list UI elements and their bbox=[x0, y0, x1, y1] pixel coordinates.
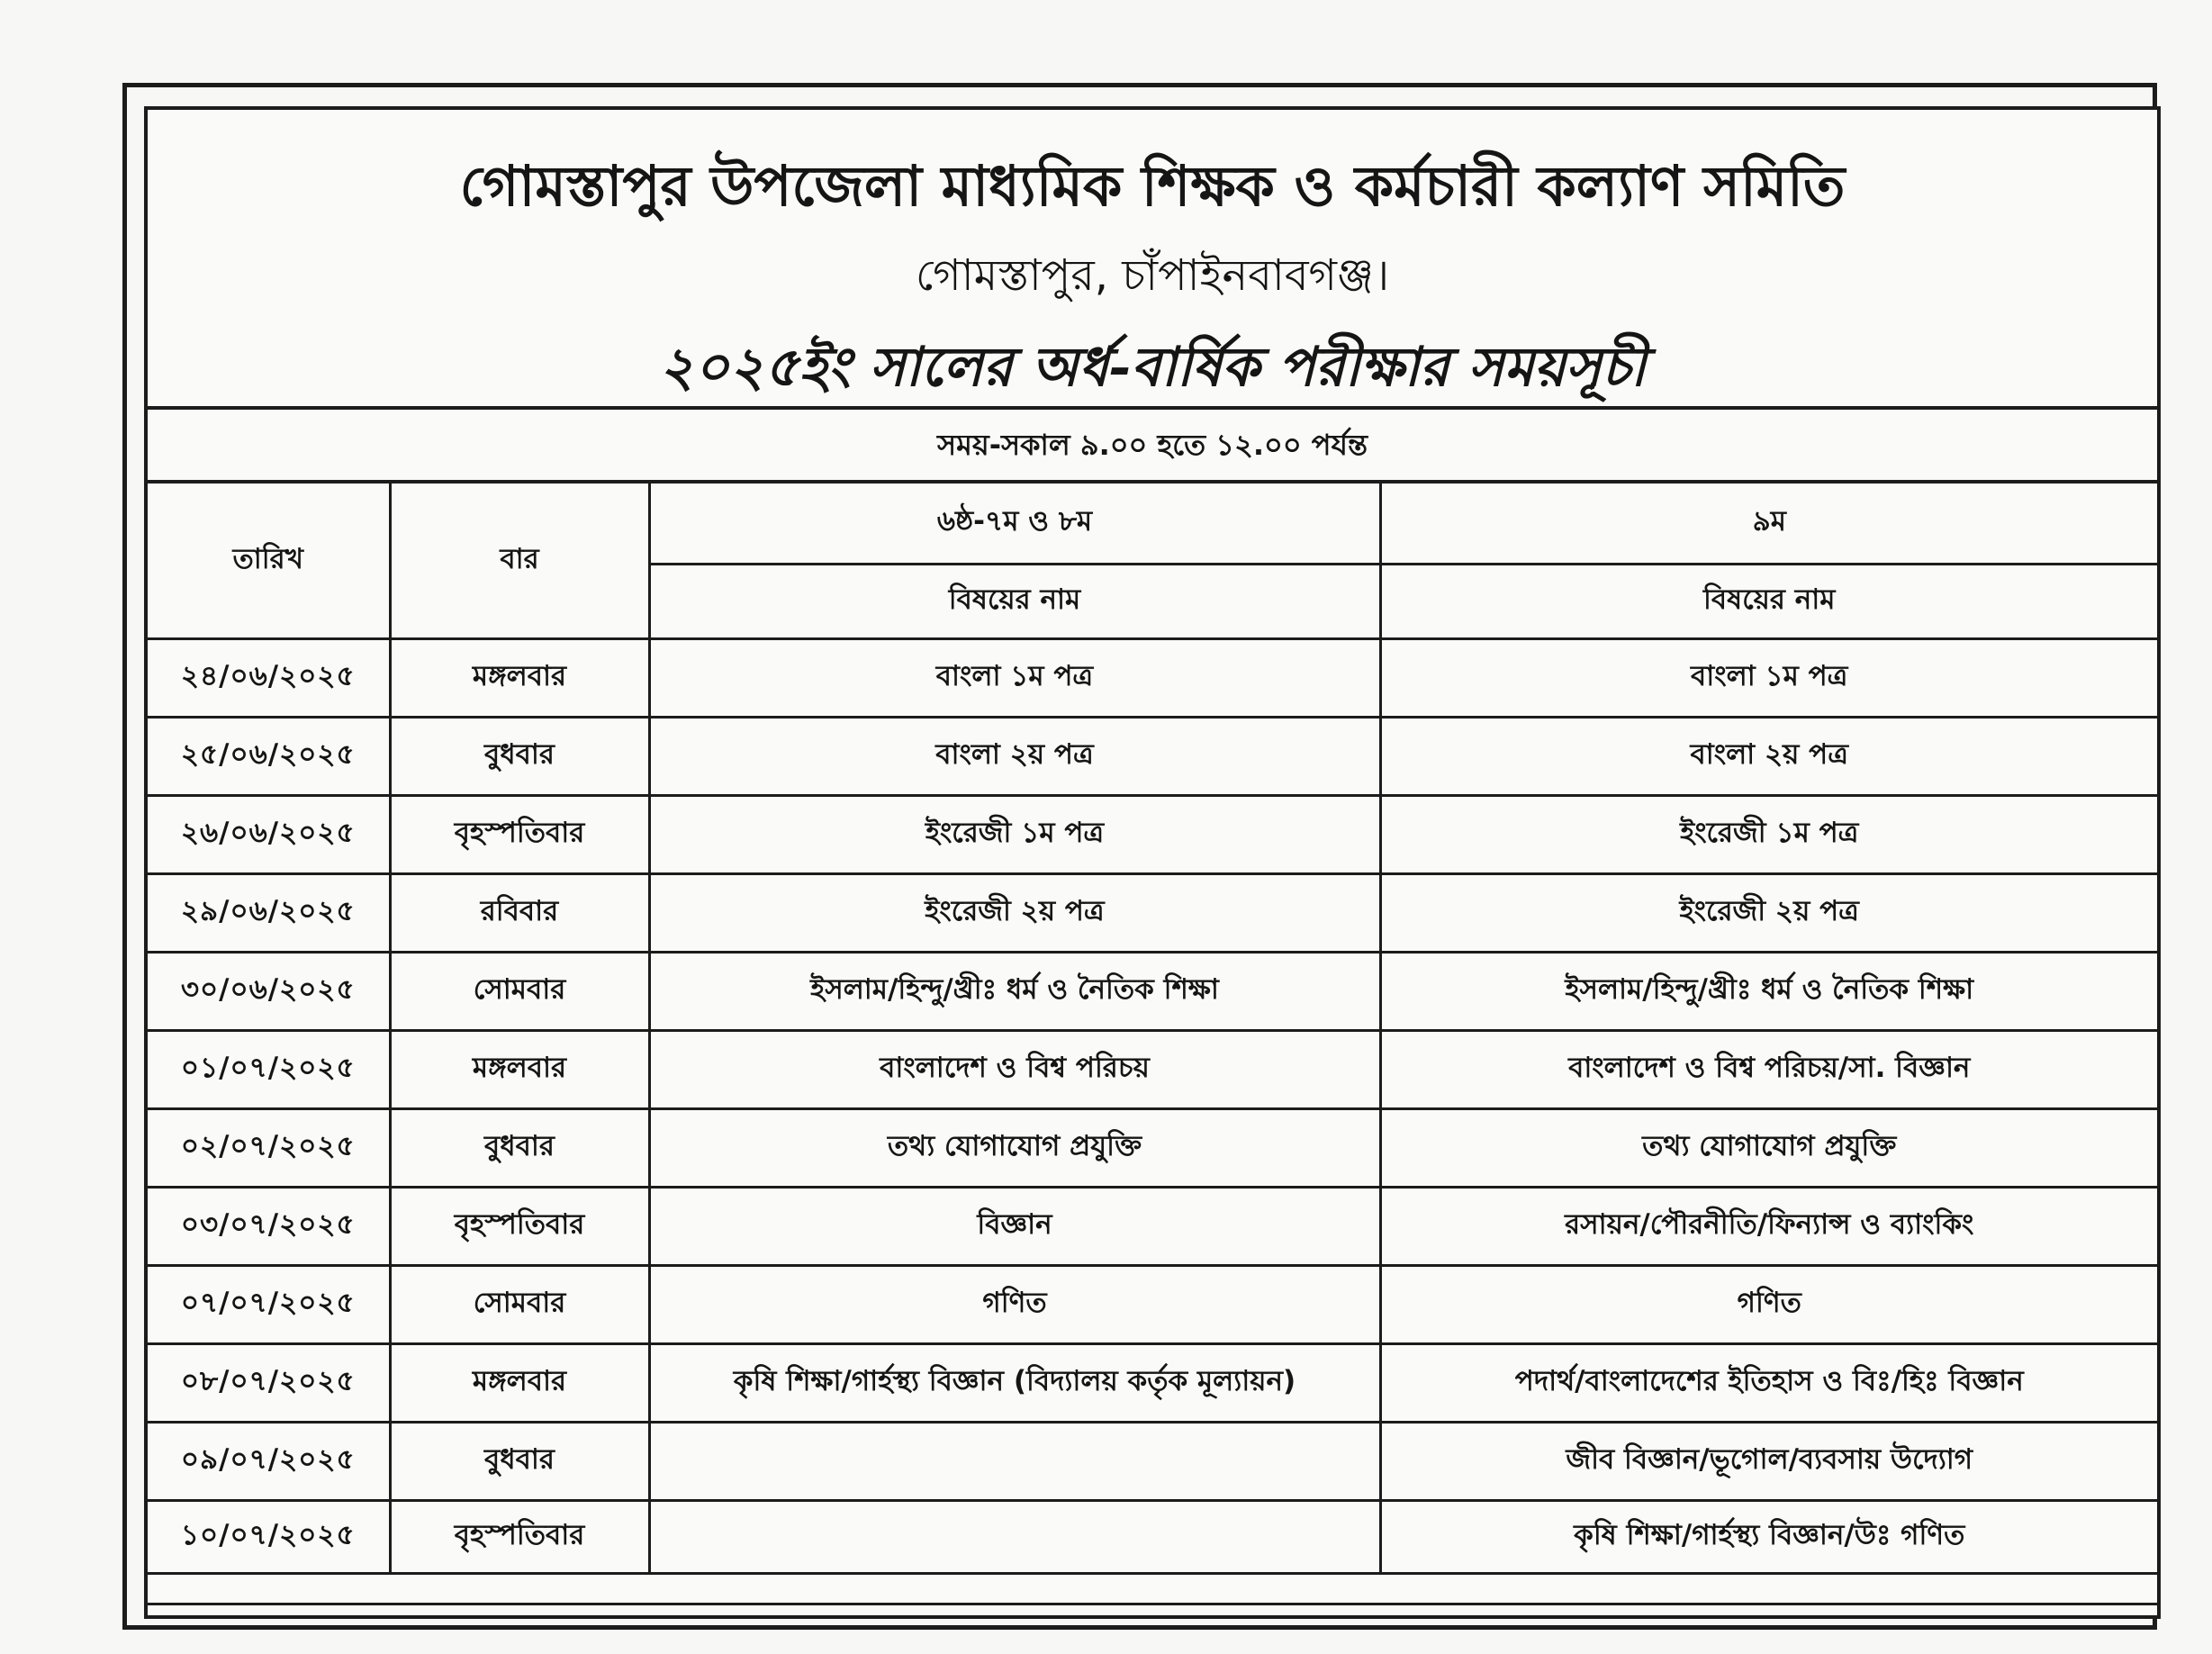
table-header-row bbox=[148, 484, 2157, 565]
table-row bbox=[148, 639, 2157, 718]
row-subject-class-9: রসায়ন/পৌরনীতি/ফিন্যান্স ও ব্যাংকিং bbox=[1380, 1188, 2157, 1266]
row-subject-class-9: ইংরেজী ১ম পত্র bbox=[1380, 796, 2157, 874]
notice-sheet bbox=[144, 106, 2161, 1619]
header-date: তারিখ bbox=[148, 484, 390, 639]
row-day: মঙ্গলবার bbox=[390, 1344, 649, 1423]
row-day: মঙ্গলবার bbox=[390, 639, 649, 718]
row-subject-class-9: ইংরেজী ২য় পত্র bbox=[1380, 874, 2157, 953]
row-day: রবিবার bbox=[390, 874, 649, 953]
table-row bbox=[148, 1031, 2157, 1109]
row-subject-class-6-8: বাংলা ১ম পত্র bbox=[649, 639, 1380, 718]
table-row bbox=[148, 953, 2157, 1031]
row-subject-class-6-8: ইংরেজী ২য় পত্র bbox=[649, 874, 1380, 953]
header-class-6-8: ৬ষ্ঠ-৭ম ও ৮ম bbox=[649, 484, 1380, 565]
row-date: ০৭/০৭/২০২৫ bbox=[148, 1266, 390, 1344]
table-row bbox=[148, 718, 2157, 796]
row-subject-class-6-8: বাংলা ২য় পত্র bbox=[649, 718, 1380, 796]
row-day: বৃহস্পতিবার bbox=[390, 796, 649, 874]
row-day: বুধবার bbox=[390, 1423, 649, 1501]
row-date: ২৯/০৬/২০২৫ bbox=[148, 874, 390, 953]
row-subject-class-9: বাংলা ২য় পত্র bbox=[1380, 718, 2157, 796]
row-subject-class-9: পদার্থ/বাংলাদেশের ইতিহাস ও বিঃ/হিঃ বিজ্ঞান bbox=[1380, 1344, 2157, 1423]
row-day: বৃহস্পতিবার bbox=[390, 1501, 649, 1574]
exam-time-note: সময়-সকাল ৯.০০ হতে ১২.০০ পর্যন্ত bbox=[148, 410, 2157, 484]
row-subject-class-9: বাংলাদেশ ও বিশ্ব পরিচয়/সা. বিজ্ঞান bbox=[1380, 1031, 2157, 1109]
row-day: বৃহস্পতিবার bbox=[390, 1188, 649, 1266]
row-subject-class-9: কৃষি শিক্ষা/গার্হস্থ্য বিজ্ঞান/উঃ গণিত bbox=[1380, 1501, 2157, 1574]
row-subject-class-6-8 bbox=[649, 1423, 1380, 1501]
table-row bbox=[148, 874, 2157, 953]
header-subject-class-9: বিষয়ের নাম bbox=[1380, 565, 2157, 639]
row-subject-class-9: বাংলা ১ম পত্র bbox=[1380, 639, 2157, 718]
organization-title: গোমস্তাপুর উপজেলা মাধ্যমিক শিক্ষক ও কর্মচারী কল্যাণ সমিতি bbox=[459, 153, 1846, 219]
row-day: বুধবার bbox=[390, 1109, 649, 1188]
row-date: ১০/০৭/২০২৫ bbox=[148, 1501, 390, 1574]
row-date: ০৯/০৭/২০২৫ bbox=[148, 1423, 390, 1501]
row-date: ০২/০৭/২০২৫ bbox=[148, 1109, 390, 1188]
row-day: মঙ্গলবার bbox=[390, 1031, 649, 1109]
row-subject-class-6-8: বিজ্ঞান bbox=[649, 1188, 1380, 1266]
row-date: ৩০/০৬/২০২৫ bbox=[148, 953, 390, 1031]
header-day: বার bbox=[390, 484, 649, 639]
row-date: ০৩/০৭/২০২৫ bbox=[148, 1188, 390, 1266]
row-date: ২৬/০৬/২০২৫ bbox=[148, 796, 390, 874]
row-date: ২৫/০৬/২০২৫ bbox=[148, 718, 390, 796]
header-subject-class-6-8: বিষয়ের নাম bbox=[649, 565, 1380, 639]
row-subject-class-6-8: ইংরেজী ১ম পত্র bbox=[649, 796, 1380, 874]
header-class-9: ৯ম bbox=[1380, 484, 2157, 565]
row-date: ২৪/০৬/২০২৫ bbox=[148, 639, 390, 718]
exam-title: ২০২৫ইং সালের অর্ধ-বার্ষিক পরীক্ষার সময়সূচী bbox=[658, 336, 1647, 399]
row-subject-class-9: ইসলাম/হিন্দু/খ্রীঃ ধর্ম ও নৈতিক শিক্ষা bbox=[1380, 953, 2157, 1031]
row-subject-class-9: তথ্য যোগাযোগ প্রযুক্তি bbox=[1380, 1109, 2157, 1188]
organization-location: গোমস্তাপুর, চাঁপাইনবাবগঞ্জ। bbox=[915, 250, 1390, 301]
row-subject-class-9: গণিত bbox=[1380, 1266, 2157, 1344]
table-row bbox=[148, 1423, 2157, 1501]
table-row bbox=[148, 1266, 2157, 1344]
row-day: সোমবার bbox=[390, 953, 649, 1031]
row-subject-class-6-8: বাংলাদেশ ও বিশ্ব পরিচয় bbox=[649, 1031, 1380, 1109]
row-date: ০৮/০৭/২০২৫ bbox=[148, 1344, 390, 1423]
table-row bbox=[148, 1501, 2157, 1574]
row-date: ০১/০৭/২০২৫ bbox=[148, 1031, 390, 1109]
table-row bbox=[148, 1109, 2157, 1188]
row-subject-class-6-8: তথ্য যোগাযোগ প্রযুক্তি bbox=[649, 1109, 1380, 1188]
table-row bbox=[148, 1188, 2157, 1266]
row-day: সোমবার bbox=[390, 1266, 649, 1344]
row-subject-class-9: জীব বিজ্ঞান/ভূগোল/ব্যবসায় উদ্যোগ bbox=[1380, 1423, 2157, 1501]
row-day: বুধবার bbox=[390, 718, 649, 796]
exam-schedule-table bbox=[148, 484, 2157, 1575]
row-subject-class-6-8: ইসলাম/হিন্দু/খ্রীঃ ধর্ম ও নৈতিক শিক্ষা bbox=[649, 953, 1380, 1031]
table-row bbox=[148, 796, 2157, 874]
row-subject-class-6-8 bbox=[649, 1501, 1380, 1574]
bottom-border-strip bbox=[148, 1603, 2157, 1615]
header bbox=[148, 110, 2157, 410]
table-row bbox=[148, 1344, 2157, 1423]
row-subject-class-6-8: কৃষি শিক্ষা/গার্হস্থ্য বিজ্ঞান (বিদ্যালয় কর্তৃক মূল্যায়ন) bbox=[649, 1344, 1380, 1423]
row-subject-class-6-8: গণিত bbox=[649, 1266, 1380, 1344]
